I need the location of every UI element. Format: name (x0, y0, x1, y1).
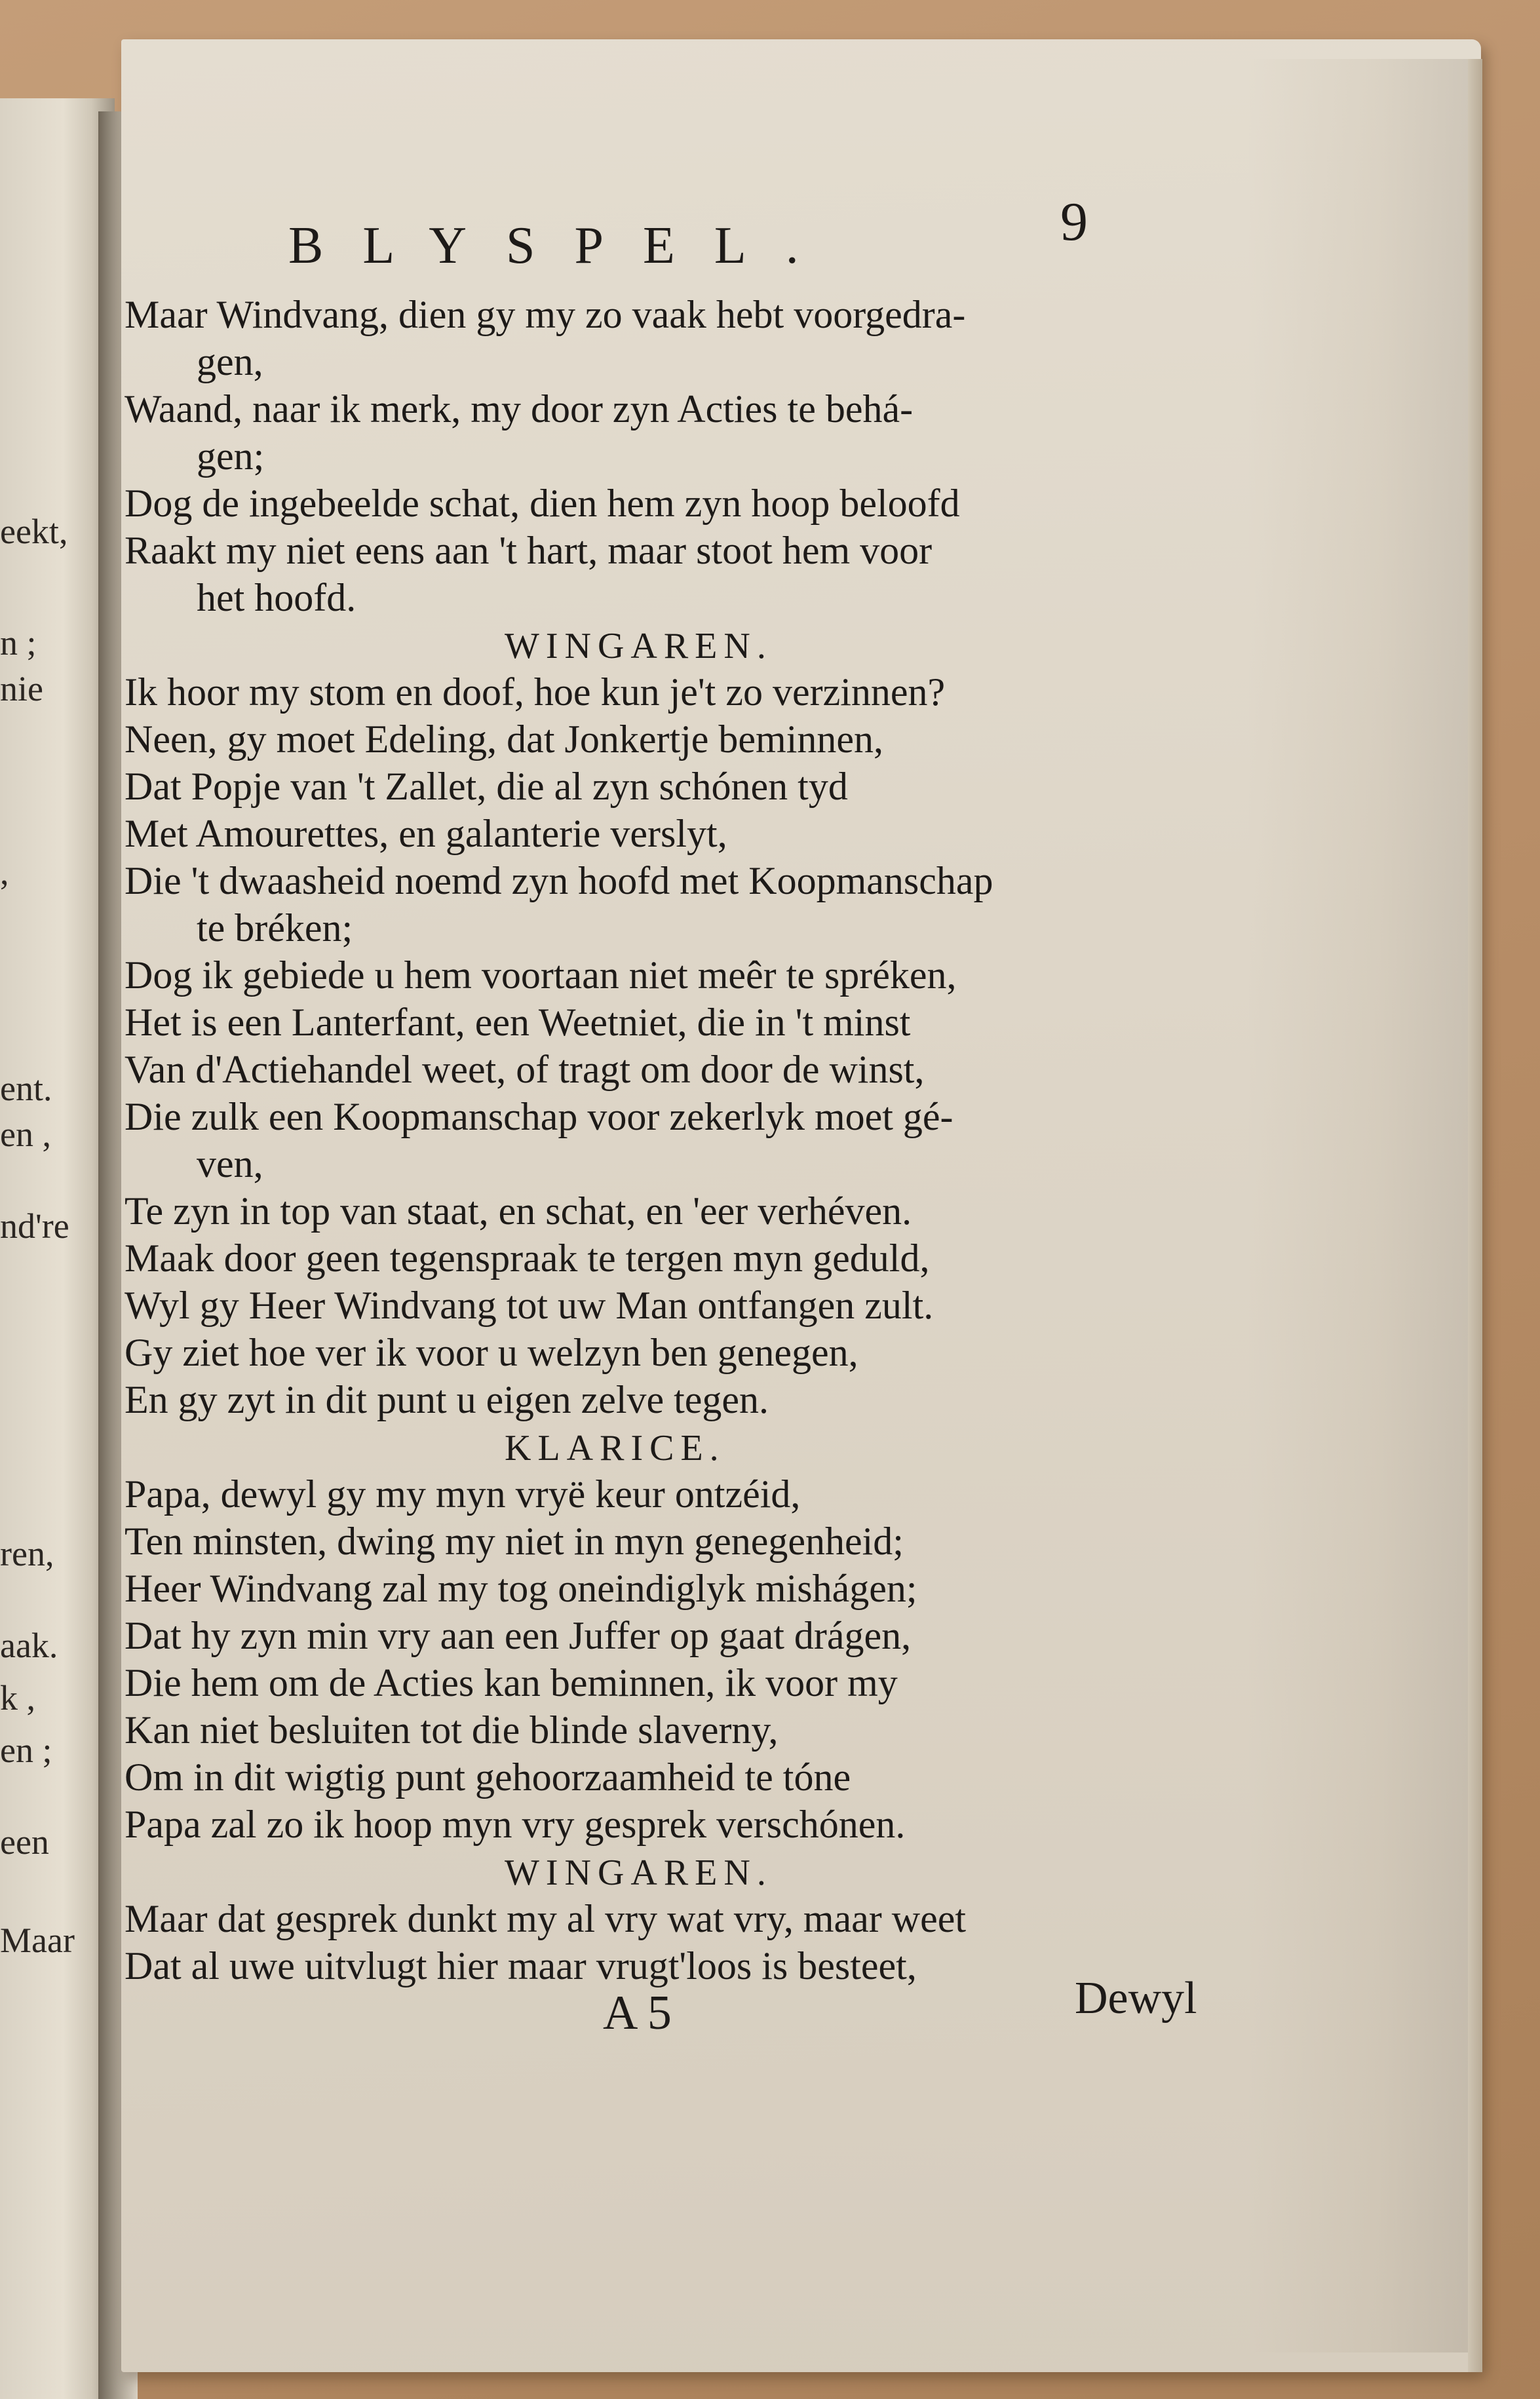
left-page-fragment: , (0, 853, 9, 892)
verse-line: Met Amourettes, en galanterie verslyt, (125, 812, 727, 855)
speaker-name: WINGAREN. (505, 1852, 773, 1893)
verse-line: Papa, dewyl gy my myn vryë keur ontzéid, (125, 1472, 801, 1516)
verse-line: Gy ziet hoe ver ik voor u welzyn ben genegen, (125, 1331, 858, 1374)
left-page-fragment: Maar (0, 1921, 75, 1960)
left-page-fragment: k , (0, 1678, 35, 1718)
verse-line: Papa zal zo ik hoop myn vry gesprek verschónen. (125, 1803, 906, 1846)
verse-line: Dat hy zyn min vry aan een Juffer op gaat drágen, (125, 1614, 912, 1657)
verse-line: Die 't dwaasheid noemd zyn hoofd met Koopmanschap (125, 859, 993, 902)
speaker-name: WINGAREN. (505, 626, 773, 666)
verse-line: Maar dat gesprek dunkt my al vry wat vry, maar weet (125, 1897, 966, 1940)
signature-mark: A 5 (603, 1986, 672, 2040)
left-page-fragment: aak. (0, 1626, 58, 1665)
verse-line: gen, (197, 340, 263, 383)
left-page-fragment: nie (0, 669, 43, 708)
left-page-fragment: en , (0, 1115, 51, 1154)
verse-line: Maak door geen tegenspraak te tergen myn geduld, (125, 1237, 930, 1280)
verse-line: Te zyn in top van staat, en schat, en 'eer verhéven. (125, 1189, 912, 1233)
verse-line: Ik hoor my stom en doof, hoe kun je't zo verzinnen? (125, 670, 946, 714)
verse-line: Neen, gy moet Edeling, dat Jonkertje beminnen, (125, 718, 884, 761)
left-page-fragment: n ; (0, 623, 37, 662)
verse-line: Dat Popje van 't Zallet, die al zyn schónen tyd (125, 765, 848, 808)
page-edge (1468, 59, 1482, 2372)
verse-line: Maar Windvang, dien gy my zo vaak hebt voorgedra- (125, 293, 966, 336)
page-number: 9 (1060, 191, 1088, 252)
speaker-name: KLARICE. (505, 1428, 725, 1468)
left-page-fragment: een (0, 1822, 49, 1862)
left-page-fragment: ren, (0, 1534, 54, 1573)
verse-line: Wyl gy Heer Windvang tot uw Man ontfangen zult. (125, 1284, 934, 1327)
verse-line: Heer Windvang zal my tog oneindiglyk mishágen; (125, 1567, 917, 1610)
verse-line: Van d'Actiehandel weet, of tragt om door de winst, (125, 1048, 925, 1091)
left-page-fragment: en ; (0, 1731, 52, 1770)
left-page-fragment: ent. (0, 1069, 52, 1108)
verse-line: Die zulk een Koopmanschap voor zekerlyk moet gé- (125, 1095, 953, 1138)
verse-line: Raakt my niet eens aan 't hart, maar stoot hem voor (125, 529, 933, 572)
verse-line: En gy zyt in dit punt u eigen zelve tegen. (125, 1378, 769, 1421)
verse-line: het hoofd. (197, 576, 356, 619)
verse-line: ven, (197, 1142, 263, 1185)
verse-line: Dog de ingebeelde schat, dien hem zyn hoop beloofd (125, 482, 960, 525)
running-title: BLYSPEL. (288, 217, 838, 275)
verse-line: Kan niet besluiten tot die blinde slaverny, (125, 1708, 779, 1752)
verse-line: Om in dit wigtig punt gehoorzaamheid te tóne (125, 1756, 851, 1799)
verse-line: Dat al uwe uitvlugt hier maar vrugt'loos is besteet, (125, 1944, 917, 1987)
verse-line: Die hem om de Acties kan beminnen, ik voor my (125, 1661, 898, 1704)
catchword: Dewyl (1075, 1973, 1197, 2024)
verse-line: gen; (197, 434, 265, 478)
verse-line: te bréken; (197, 906, 353, 950)
left-page-fragment: eekt, (0, 512, 68, 551)
page-header (262, 190, 1101, 275)
left-page-fragment: nd're (0, 1206, 69, 1246)
verse-line: Het is een Lanterfant, een Weetniet, die in 't minst (125, 1001, 911, 1044)
verse-line: Dog ik gebiede u hem voortaan niet meêr te spréken, (125, 953, 957, 997)
left-page (0, 98, 115, 2399)
verse-line: Ten minsten, dwing my niet in myn genegenheid; (125, 1520, 904, 1563)
verse-line: Waand, naar ik merk, my door zyn Acties te behá- (125, 387, 914, 431)
